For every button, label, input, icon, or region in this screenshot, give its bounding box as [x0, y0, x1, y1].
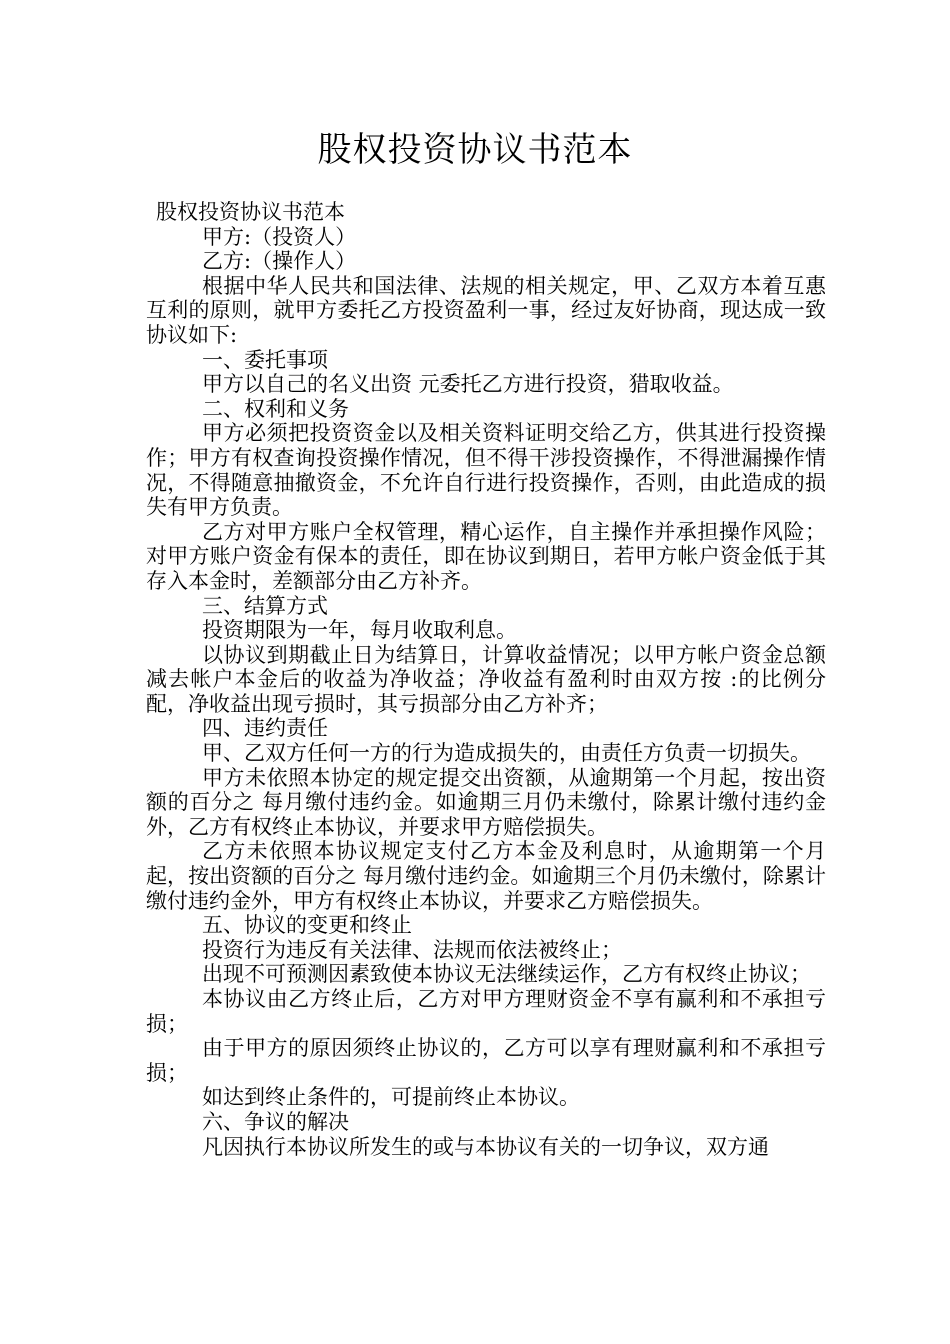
- document-subtitle: 股权投资协议书范本: [156, 200, 345, 224]
- paragraph: 乙方未依照本协议规定支付乙方本金及利息时，从逾期第一个月起，按出资额的百分之 每月缴付违约金。如逾期三个月仍未缴付，除累计缴付违约金外，甲方有权终止本协议，并要求乙方赔偿损失。: [146, 839, 826, 913]
- paragraph: 如达到终止条件的，可提前终止本协议。: [202, 1085, 580, 1110]
- paragraph: 以协议到期截止日为结算日，计算收益情况；以甲方帐户资金总额减去帐户本金后的收益为净收益；净收益有盈利时由双方按 :的比例分配，净收益出现亏损时，其亏损部分由乙方补齐；: [146, 642, 826, 716]
- paragraph: 根据中华人民共和国法律、法规的相关规定，甲、乙双方本着互惠互利的原则，就甲方委托乙方投资盈利一事，经过友好协商，现达成一致协议如下:: [146, 273, 826, 347]
- paragraph: 乙方对甲方账户全权管理，精心运作，自主操作并承担操作风险；对甲方账户资金有保本的责任，即在协议到期日，若甲方帐户资金低于其存入本金时，差额部分由乙方补齐。: [146, 519, 826, 593]
- paragraph: 甲方以自己的名义出资 元委托乙方进行投资，猎取收益。: [202, 372, 734, 397]
- paragraph: 由于甲方的原因须终止协议的，乙方可以享有理财赢利和不承担亏损；: [146, 1036, 826, 1085]
- paragraph: 三、结算方式: [202, 593, 328, 618]
- paragraph: 四、违约责任: [202, 716, 328, 741]
- document-title: 股权投资协议书范本: [317, 130, 633, 170]
- paragraph: 甲、乙双方任何一方的行为造成损失的，由责任方负责一切损失。: [202, 741, 811, 766]
- document-body: [146, 200, 826, 1159]
- paragraph: 甲方必须把投资资金以及相关资料证明交给乙方，供其进行投资操作；甲方有权查询投资操作情况，但不得干涉投资操作，不得泄漏操作情况，不得随意抽撤资金，不允许自行进行投资操作，否则，由此造成的损失有甲方负责。: [146, 421, 826, 520]
- paragraph: 凡因执行本协议所发生的或与本协议有关的一切争议，双方通: [202, 1134, 769, 1159]
- paragraph: 甲方:（投资人）: [202, 224, 357, 249]
- paragraph: 一、委托事项: [202, 347, 328, 372]
- paragraph: 六、争议的解决: [202, 1109, 349, 1134]
- paragraph: 投资行为违反有关法律、法规而依法被终止；: [202, 937, 622, 962]
- paragraph: 五、协议的变更和终止: [202, 913, 412, 938]
- paragraph: 投资期限为一年，每月收取利息。: [202, 618, 517, 643]
- paragraph: 出现不可预测因素致使本协议无法继续运作，乙方有权终止协议；: [202, 962, 811, 987]
- paragraph: 二、权利和义务: [202, 396, 349, 421]
- paragraph: 乙方:（操作人）: [202, 249, 357, 274]
- paragraph: 本协议由乙方终止后，乙方对甲方理财资金不享有赢利和不承担亏损；: [146, 987, 826, 1036]
- paragraph: 甲方未依照本协定的规定提交出资额，从逾期第一个月起，按出资额的百分之 每月缴付违约金。如逾期三月仍未缴付，除累计缴付违约金外，乙方有权终止本协议，并要求甲方赔偿损失。: [146, 765, 826, 839]
